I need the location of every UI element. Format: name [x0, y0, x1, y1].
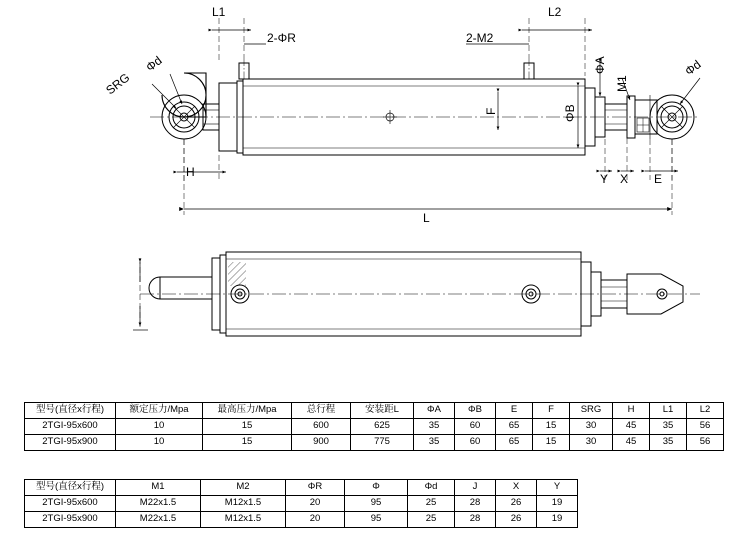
- cell-phi: 95: [345, 511, 408, 527]
- label-h: H: [186, 165, 195, 179]
- section-view: [133, 252, 700, 336]
- th-phi-r: ΦR: [286, 480, 345, 496]
- spec-table-1-wrapper: [24, 402, 724, 451]
- label-e: E: [654, 172, 663, 186]
- port-phi-r: [239, 58, 249, 79]
- label-phi-d-left: Φd: [143, 53, 165, 75]
- th-h: H: [613, 403, 650, 419]
- label-srg: SRG: [103, 70, 133, 98]
- cell-j: 28: [455, 495, 496, 511]
- th-srg: SRG: [570, 403, 613, 419]
- cell-total-stroke: 900: [292, 434, 351, 450]
- th-y: Y: [537, 480, 578, 496]
- cell-mounting-distance: 625: [351, 418, 414, 434]
- cell-mounting-distance: 775: [351, 434, 414, 450]
- cell-x: 26: [496, 511, 537, 527]
- cell-j: 28: [455, 511, 496, 527]
- cell-srg: 30: [570, 434, 613, 450]
- cell-model: 2TGI-95x600: [25, 418, 116, 434]
- cell-phi-r: 20: [286, 495, 345, 511]
- th-model: 型号(直径x行程): [25, 480, 116, 496]
- th-phi: Φ: [345, 480, 408, 496]
- cell-max-pressure: 15: [203, 434, 292, 450]
- cell-phi: 95: [345, 495, 408, 511]
- spec-table-2-wrapper: [24, 479, 578, 528]
- th-x: X: [496, 480, 537, 496]
- cell-total-stroke: 600: [292, 418, 351, 434]
- table-row: [25, 495, 578, 511]
- table-header-row: [25, 403, 724, 419]
- cell-e: 65: [496, 418, 533, 434]
- cell-e: 65: [496, 434, 533, 450]
- cell-phi-b: 60: [455, 434, 496, 450]
- table-row: [25, 418, 724, 434]
- label-2-m2: 2-M2: [466, 31, 494, 45]
- table-row: [25, 434, 724, 450]
- label-phi-d-right: Φd: [682, 57, 704, 79]
- cell-phi-a: 35: [414, 418, 455, 434]
- cell-rated-pressure: 10: [116, 434, 203, 450]
- th-m1: M1: [116, 480, 201, 496]
- th-phi-b: ΦB: [455, 403, 496, 419]
- right-rod-eye: [650, 95, 694, 139]
- cell-phi-r: 20: [286, 511, 345, 527]
- label-l1: L1: [212, 5, 226, 19]
- cell-l1: 35: [650, 418, 687, 434]
- cell-rated-pressure: 10: [116, 418, 203, 434]
- label-m1: M1: [615, 75, 629, 92]
- cell-h: 45: [613, 434, 650, 450]
- cell-l2: 56: [687, 418, 724, 434]
- th-l2: L2: [687, 403, 724, 419]
- table-header-row: [25, 480, 578, 496]
- cell-srg: 30: [570, 418, 613, 434]
- th-phi-a: ΦA: [414, 403, 455, 419]
- left-rod-eye: [162, 73, 206, 139]
- cell-m2: M12x1.5: [201, 511, 286, 527]
- cell-h: 45: [613, 418, 650, 434]
- th-j: J: [455, 480, 496, 496]
- cell-l2: 56: [687, 434, 724, 450]
- label-x: X: [620, 172, 629, 186]
- cell-m1: M22x1.5: [116, 511, 201, 527]
- cell-model: 2TGI-95x900: [25, 434, 116, 450]
- cell-y: 19: [537, 511, 578, 527]
- label-f: F: [484, 107, 498, 115]
- cell-phi-b: 60: [455, 418, 496, 434]
- spec-table-2: [24, 479, 578, 528]
- cell-max-pressure: 15: [203, 418, 292, 434]
- cell-model: 2TGI-95x600: [25, 495, 116, 511]
- th-model: 型号(直径x行程): [25, 403, 116, 419]
- cell-phi-d: 25: [408, 495, 455, 511]
- cell-l1: 35: [650, 434, 687, 450]
- th-e: E: [496, 403, 533, 419]
- cell-y: 19: [537, 495, 578, 511]
- cell-m2: M12x1.5: [201, 495, 286, 511]
- cell-phi-a: 35: [414, 434, 455, 450]
- cell-m1: M22x1.5: [116, 495, 201, 511]
- cell-f: 15: [533, 418, 570, 434]
- port-m2: [524, 58, 534, 79]
- label-phi-a: ΦA: [593, 56, 607, 74]
- th-rated-pressure: 额定压力/Mpa: [116, 403, 203, 419]
- cell-phi-d: 25: [408, 511, 455, 527]
- cell-model: 2TGI-95x900: [25, 511, 116, 527]
- th-m2: M2: [201, 480, 286, 496]
- label-y: Y: [600, 172, 609, 186]
- th-phi-d: Φd: [408, 480, 455, 496]
- label-phi-b: ΦB: [563, 104, 577, 122]
- th-f: F: [533, 403, 570, 419]
- th-max-pressure: 最高压力/Mpa: [203, 403, 292, 419]
- cell-x: 26: [496, 495, 537, 511]
- label-2-phi-r: 2-ΦR: [267, 31, 296, 45]
- spec-table-1: [24, 402, 724, 451]
- th-mounting-distance: 安装距L: [351, 403, 414, 419]
- table-row: [25, 511, 578, 527]
- label-l: L: [423, 211, 430, 225]
- cell-f: 15: [533, 434, 570, 450]
- th-l1: L1: [650, 403, 687, 419]
- label-l2: L2: [548, 5, 562, 19]
- th-total-stroke: 总行程: [292, 403, 351, 419]
